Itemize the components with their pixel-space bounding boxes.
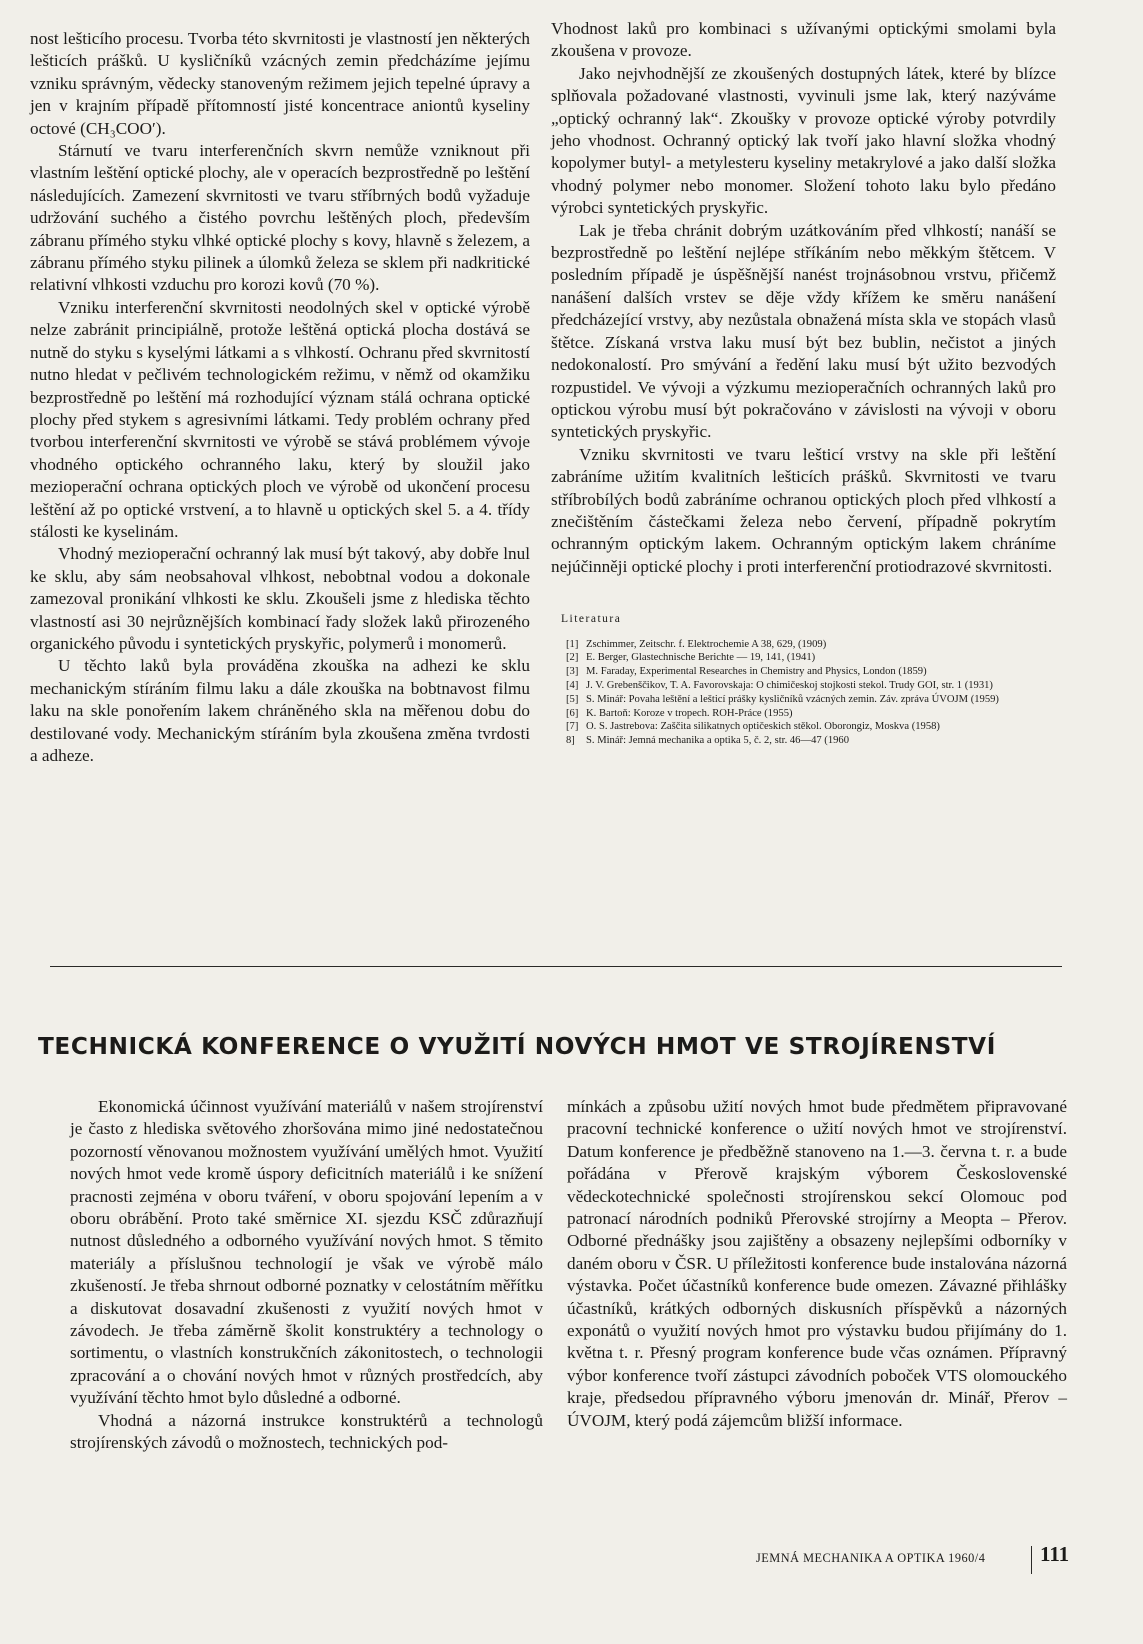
reference-text: O. S. Jastrebova: Zaščita silikatnych optičeskich stěkol. Oborongiz, Moskva (1958) [586,721,940,733]
paragraph: Stárnutí ve tvaru interferenčních skvrn nemůže vzniknout při vlastním leštění optické plochy, ale v operacích bezprostředně po leštění následujících. Zamezení skvrnitosti ve tvaru stříbrných bodů vyžaduje udržování suchého a čistého povrchu leštěných ploch, především zábranu přímého styku vlhké optické plochy s kovy, hlavně s železem, a zábranu přímého styku pilinek a úlomků železa se sklem při nadkritické relativní vlhkosti vzduchu pro korozi kovů (70 %). [30,141,530,295]
paragraph: Vzniku interferenční skvrnitosti neodolných skel v optické výrobě nelze zabránit principiálně, protože leštěná optická plocha dostává se nutně do styku s kyselými látkami a s vlhkostí. Ochranu před skvrnitostí nutno hledat v pečlivém technologickém režimu, v němž od okamžiku bezprostředně po leštění má rozhodující význam stálá ochrana optické plochy před stykem s agresivními látkami. Tedy problém ochrany před tvorbou interferenční skvrnitosti ve výrobě se stává problémem vývoje vhodného optického ochranného laku, který by sloužil jako mezioperační ochrana optických ploch ve výrobě od ukončení procesu leštění až po optické vrstvení, a to hlavně u optických skel 5. a 4. třídy stálosti ke kyselinám. [30,297,530,541]
bottom-article-left-column [70,1096,543,1455]
footer-divider [1031,1546,1032,1574]
reference-item [566,735,1056,748]
journal-name: JEMNÁ MECHANIKA A OPTIKA 1960/4 [756,1551,986,1565]
reference-text: J. V. Grebenščikov, T. A. Favorovskaja: O chimičeskoj stojkosti stekol. Trudy GOI, str. 1 (1931) [586,679,993,691]
reference-number: [1] [566,638,579,650]
reference-number: 8] [566,735,575,747]
reference-text: S. Minář: Jemná mechanika a optika 5, č. 2, str. 46—47 (1960 [586,735,850,747]
reference-number: [6] [566,707,579,719]
reference-number: [7] [566,721,579,733]
reference-item [566,666,1056,679]
reference-item [566,708,1056,721]
top-article-right-column [551,18,1056,749]
paragraph: Jako nejvhodnější ze zkoušených dostupných látek, které by blízce splňovala požadované vlastnosti, vyvinuli jsme lak, který nazýváme „optický ochranný lak“. Zkoušky v provoze optické výroby potvrdily jeho vhodnost. Ochranný optický lak tvoří jako hlavní složka vhodný kopolymer butyl- a metylesteru kyseliny metakrylové a jako další složka vhodný polymer nebo monomer. Složení tohoto laku bylo předáno výrobci syntetických pryskyřic. [551,63,1056,218]
reference-text: E. Berger, Glastechnische Berichte — 19, 141, (1941) [586,652,816,664]
paragraph: Lak je třeba chránit dobrým uzátkováním před vlhkostí; nanáší se bezprostředně po leštění nejlépe stříkáním nebo měkkým štětcem. V posledním případě je úspěšnější nanést trojnásobnou vrstvu, přičemž nanášení dalších vrstev se děje vždy křížem ke směru nanášení předcházející vrstvy, aby nezůstala obnažená místa skla ve stopách vlasů štětce. Získaná vrstva laku musí být bez bublin, nečistot a jiných nedokonalostí. Pro smývání a ředění laku musí být užito bezvodých rozpustidel. Ve vývoji a výzkumu mezioperačních ochranných laků pro optickou výrobu musí být pokračováno v závislosti na vývoji v oboru syntetických pryskyřic. [551,220,1056,442]
paragraph: mínkách a způsobu užití nových hmot bude předmětem připravované pracovní technické konference o užití nových hmot ve strojírenství. Datum konference je předběžně stanoveno na 1.—3. června t. r. a bude pořádána v Přerově krajským výborem Československé vědeckotechnické společnosti strojírenskou sekcí Olomouc pod patronací národních podniků Přerovské strojírny a Meopta – Přerov. Odborné přednášky jsou zajištěny a obsazeny nejlepšími odborníky v daném oboru v ČSR. U příležitosti konference bude instalována názorná výstavka. Počet účastníků konference bude omezen. Závazné přihlášky účastníků, krátkých odborných diskusních příspěvků a názorných exponátů o využití nových hmot pro výstavku budou přijímány do 1. května t. r. Přesný program konference bude včas oznámen. Přípravný výbor konference tvoří zástupci závodních poboček VTS olomouckého kraje, předsedou přípravného výboru jmenován dr. Minář, Přerov – ÚVOJM, který podá zájemcům bližší informace. [567,1097,1067,1430]
reference-text: Zschimmer, Zeitschr. f. Elektrochemie A 38, 629, (1909) [586,638,827,650]
reference-text: M. Faraday, Experimental Researches in Chemistry and Physics, London (1859) [586,666,927,678]
reference-number: [4] [566,679,579,691]
paragraph: nost lešticího procesu. Tvorba této skvrnitosti je vlastností jen některých lešticích prášků. U kysličníků vzácných zemin předcházíme jejímu vzniku správným, vědecky stanoveným režimem jejich tepelné úpravy a jen v krajním případě přítomností jisté koncentrace aniontů kyseliny octové (CH₃COO′). [30,29,530,138]
reference-number: [2] [566,652,579,664]
paragraph: U těchto laků byla prováděna zkouška na adhezi ke sklu mechanickým stíráním filmu laku a dále zkouška na bobtnavost filmu laku na skle ponořením lakem chráněného skla na měřenou dobu do destilované vody. Mechanickým stíráním byla zkoušena změna tvrdosti a adheze. [30,656,530,765]
reference-list [551,639,1056,748]
paragraph: Vhodná a názorná instrukce konstruktérů a technologů strojírenských závodů o možnostech, technických pod- [70,1410,543,1453]
reference-item [566,639,1056,652]
reference-item [566,680,1056,693]
bottom-article-right-column [567,1096,1067,1432]
reference-number: [3] [566,666,579,678]
reference-item [566,652,1056,665]
reference-item [566,721,1056,734]
paragraph: Vhodnost laků pro kombinaci s užívanými optickými smolami byla zkoušena v provoze. [551,19,1056,61]
paragraph: Vzniku skvrnitosti ve tvaru lešticí vrstvy na skle při leštění zabráníme užitím kvalitních lešticích prášků. Skvrnitosti ve tvaru stříbrobílých bodů zabráníme ochranou optických ploch před vlhkostí a znečištěním částečkami železa nebo červení, případně pokrytím ochranným optickým lakem. Ochranným optickým lakem chráníme nejúčinněji optické plochy i proti interferenční protiodrazové skvrnitosti. [551,444,1056,576]
reference-item [566,694,1056,707]
paragraph: Ekonomická účinnost využívání materiálů v našem strojírenství je často z hlediska světového zhoršována mimo jiné nedostatečnou pozorností věnovanou možnostem využívání umělých hmot. Využití nových hmot vede kromě úspory deficitních materiálů i ke snížení pracnosti zejména v oboru tváření, v oboru spojování lepením a v oboru obrábění. Proto také směrnice XI. sjezdu KSČ zdůrazňují nutnost důsledného a odborného využívání nových hmot. S těmito materiály a příslušnou technologií je však ve výrobě málo zkušeností. Je třeba shrnout odborné poznatky v celostátním měřítku a diskutovat dosavadní zkušenosti z využití nových hmot v závodech. Je třeba záměrně školit konstruktéry a technology o sortimentu, o vlastních konstrukčních zákonitostech, o technologii zpracování a o chování nových hmot v různých prostředcích, aby využívání těchto hmot bylo důsledné a odborné. [70,1097,543,1408]
reference-text: K. Bartoň: Koroze v tropech. ROH-Práce (1955) [586,707,793,719]
paragraph: Vhodný mezioperační ochranný lak musí být takový, aby dobře lnul ke sklu, aby sám neobsahoval vlhkost, nebobtnal vodou a dokonale zamezoval pronikání vlhkosti ke sklu. Zkoušeli jsme z hlediska těchto vlastností asi 30 nejrůznějších kombinací řady složek laků přirozeného organického původu i syntetických pryskyřic, polymerů i monomerů. [30,544,530,653]
page-number: 111 [1040,1542,1070,1566]
top-article-left-column [30,28,530,767]
article-headline: TECHNICKÁ KONFERENCE O VYUŽITÍ NOVÝCH HMOT VE STROJÍRENSTVÍ [38,1033,996,1060]
reference-text: S. Minář: Povaha leštění a lešticí prášky kysličníků vzácných zemin. Záv. zpráva ÚVOJM (1959) [586,693,999,705]
section-divider [50,966,1062,967]
reference-number: [5] [566,693,579,705]
literature-heading: Literatura [561,613,622,626]
